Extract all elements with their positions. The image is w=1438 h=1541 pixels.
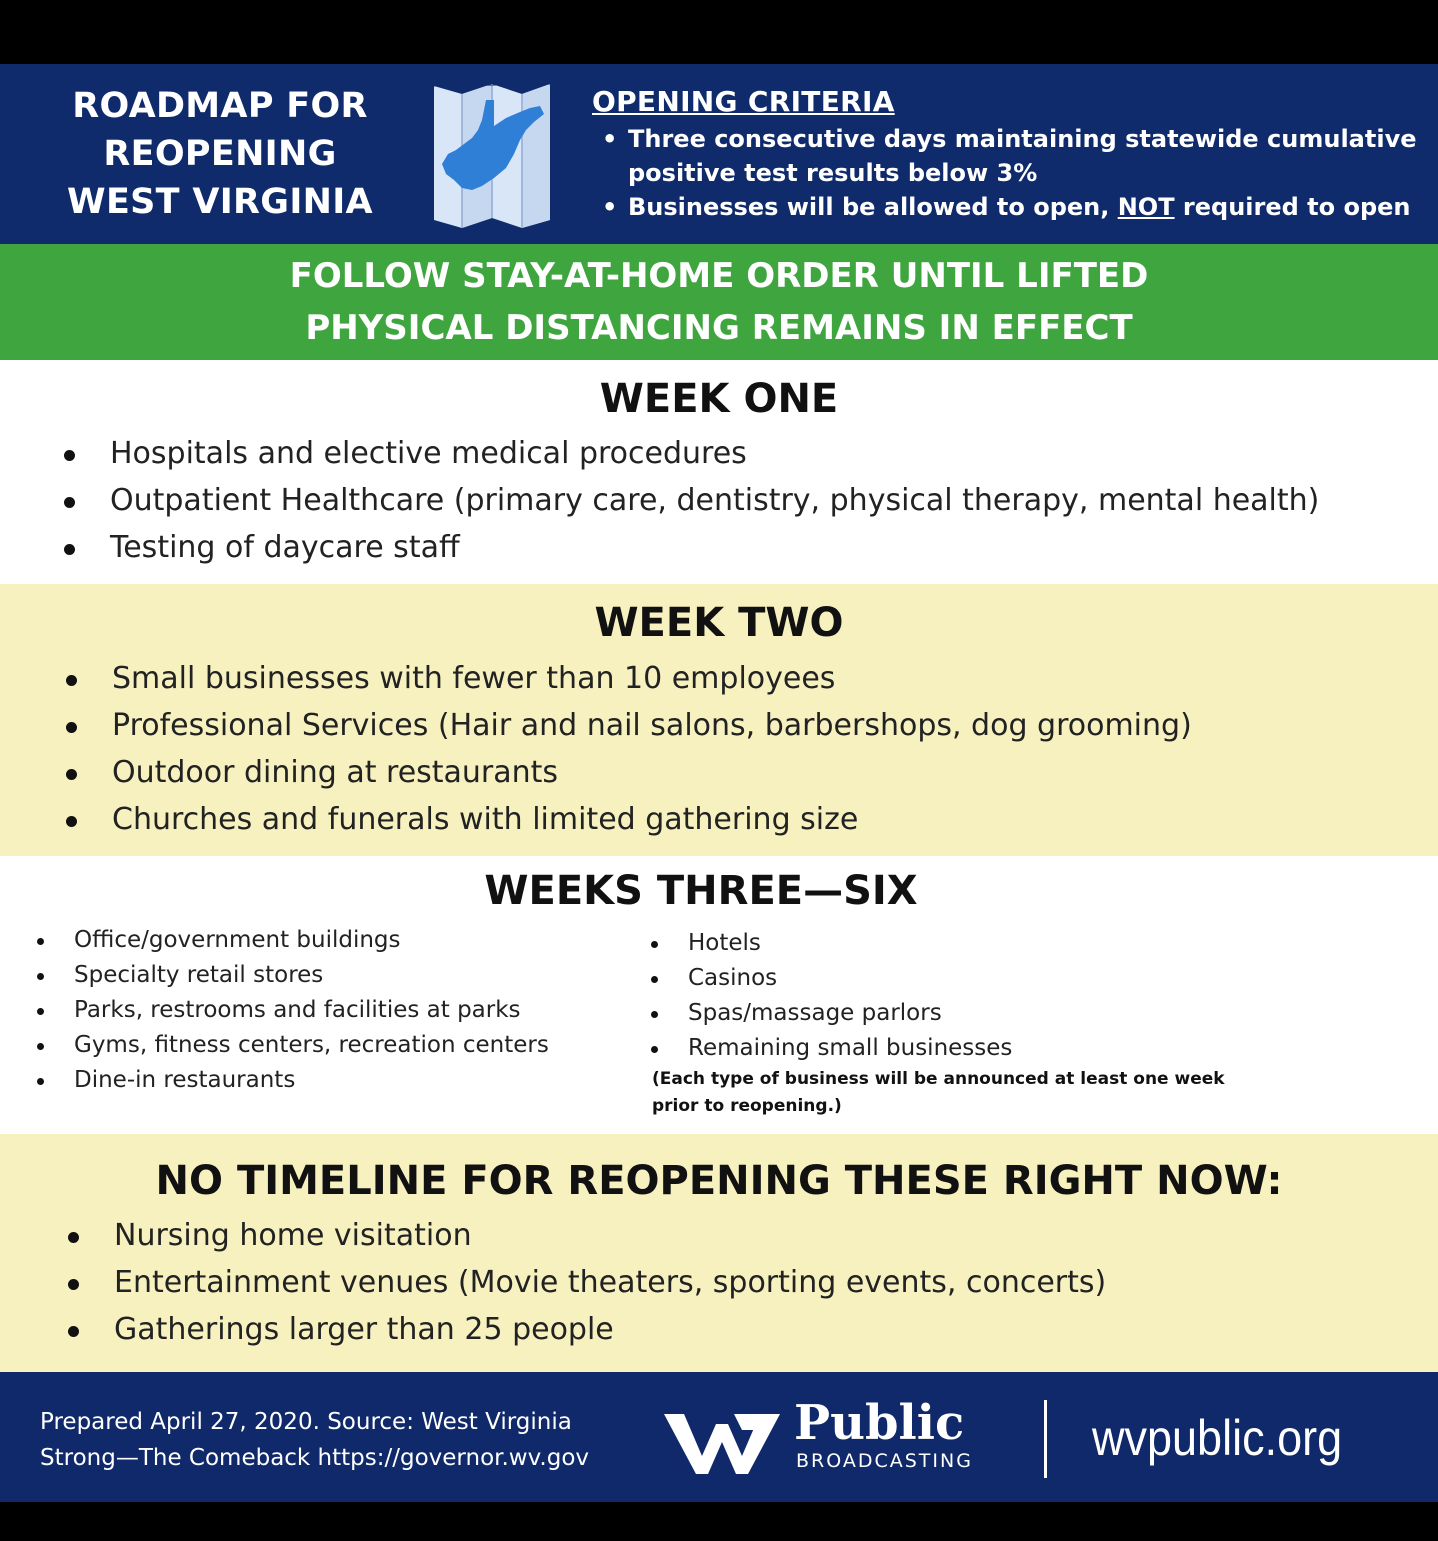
website-link[interactable]: wvpublic.org: [1092, 1410, 1343, 1466]
weeks-three-six-left-list: [34, 923, 549, 1098]
week-two-section: [0, 584, 1438, 856]
list-item: Nursing home visitation: [64, 1212, 1106, 1259]
announcement-note: [652, 1066, 1252, 1120]
title-line-1: ROADMAP FOR: [72, 86, 368, 126]
list-item: Casinos: [648, 961, 1012, 996]
banner-line-2: PHYSICAL DISTANCING REMAINS IN EFFECT: [305, 308, 1133, 348]
footer: [0, 1372, 1438, 1502]
criteria-item-2-before: Businesses will be allowed to open,: [628, 193, 1118, 221]
week-one-list: [60, 430, 1319, 571]
brand-subtitle: BROADCASTING: [796, 1450, 973, 1472]
source-credit: [40, 1404, 640, 1476]
list-item: Specialty retail stores: [34, 958, 549, 993]
stay-at-home-banner: [0, 244, 1438, 360]
criteria-item: [592, 122, 1432, 190]
weeks-three-six-title: WEEKS THREE—SIX: [484, 868, 918, 914]
week-two-list: [62, 655, 1192, 843]
banner-line-1: FOLLOW STAY-AT-HOME ORDER UNTIL LIFTED: [289, 256, 1149, 296]
list-item: Churches and funerals with limited gathering size: [62, 796, 1192, 843]
header: [0, 64, 1438, 244]
criteria-title: OPENING CRITERIA: [592, 85, 895, 118]
list-item: Hotels: [648, 926, 1012, 961]
list-item: Entertainment venues (Movie theaters, sporting events, concerts): [64, 1259, 1106, 1306]
list-item: Outdoor dining at restaurants: [62, 749, 1192, 796]
list-item: Outpatient Healthcare (primary care, dentistry, physical therapy, mental health): [60, 477, 1319, 524]
list-item: Hospitals and elective medical procedures: [60, 430, 1319, 477]
page-title: [30, 82, 410, 226]
list-item: Testing of daycare staff: [60, 524, 1319, 571]
no-timeline-list: [64, 1212, 1106, 1353]
list-item: Gyms, fitness centers, recreation centers: [34, 1028, 549, 1063]
list-item: Remaining small businesses: [648, 1031, 1012, 1066]
opening-criteria: [592, 84, 1432, 224]
footer-divider: [1044, 1400, 1047, 1478]
list-item: Small businesses with fewer than 10 employees: [62, 655, 1192, 702]
criteria-item: [592, 190, 1432, 224]
criteria-item-1-line-2: positive test results below 3%: [628, 159, 1038, 187]
title-line-3: WEST VIRGINIA: [67, 182, 373, 222]
list-item: Dine-in restaurants: [34, 1063, 549, 1098]
note-line-2: prior to reopening.): [652, 1096, 842, 1116]
west-virginia-folded-map-icon: [428, 78, 556, 228]
criteria-item-2-after: required to open: [1174, 193, 1411, 221]
list-item: Office/government buildings: [34, 923, 549, 958]
week-two-title: WEEK TWO: [594, 600, 844, 646]
list-item: Parks, restrooms and facilities at parks: [34, 993, 549, 1028]
note-line-1: (Each type of business will be announced at least one week: [652, 1069, 1225, 1089]
brand-name: Public: [794, 1395, 965, 1451]
weeks-three-six-right-list: [648, 926, 1012, 1066]
criteria-list: [592, 122, 1432, 224]
criteria-item-1-line-1: Three consecutive days maintaining statewide cumulative: [628, 125, 1417, 153]
list-item: Professional Services (Hair and nail salons, barbershops, dog grooming): [62, 702, 1192, 749]
no-timeline-title: NO TIMELINE FOR REOPENING THESE RIGHT NOW:: [155, 1158, 1283, 1204]
source-line-2: Strong—The Comeback https://governor.wv.gov: [40, 1445, 590, 1471]
wv-public-logo-icon: [664, 1408, 784, 1476]
weeks-three-six-section: [0, 856, 1438, 1134]
title-line-2: REOPENING: [103, 134, 337, 174]
criteria-item-2-underlined: NOT: [1117, 193, 1175, 221]
no-timeline-section: [0, 1134, 1438, 1372]
source-line-1: Prepared April 27, 2020. Source: West Virginia: [40, 1409, 572, 1435]
list-item: Spas/massage parlors: [648, 996, 1012, 1031]
week-one-section: [0, 360, 1438, 584]
list-item: Gatherings larger than 25 people: [64, 1306, 1106, 1353]
week-one-title: WEEK ONE: [599, 376, 839, 422]
